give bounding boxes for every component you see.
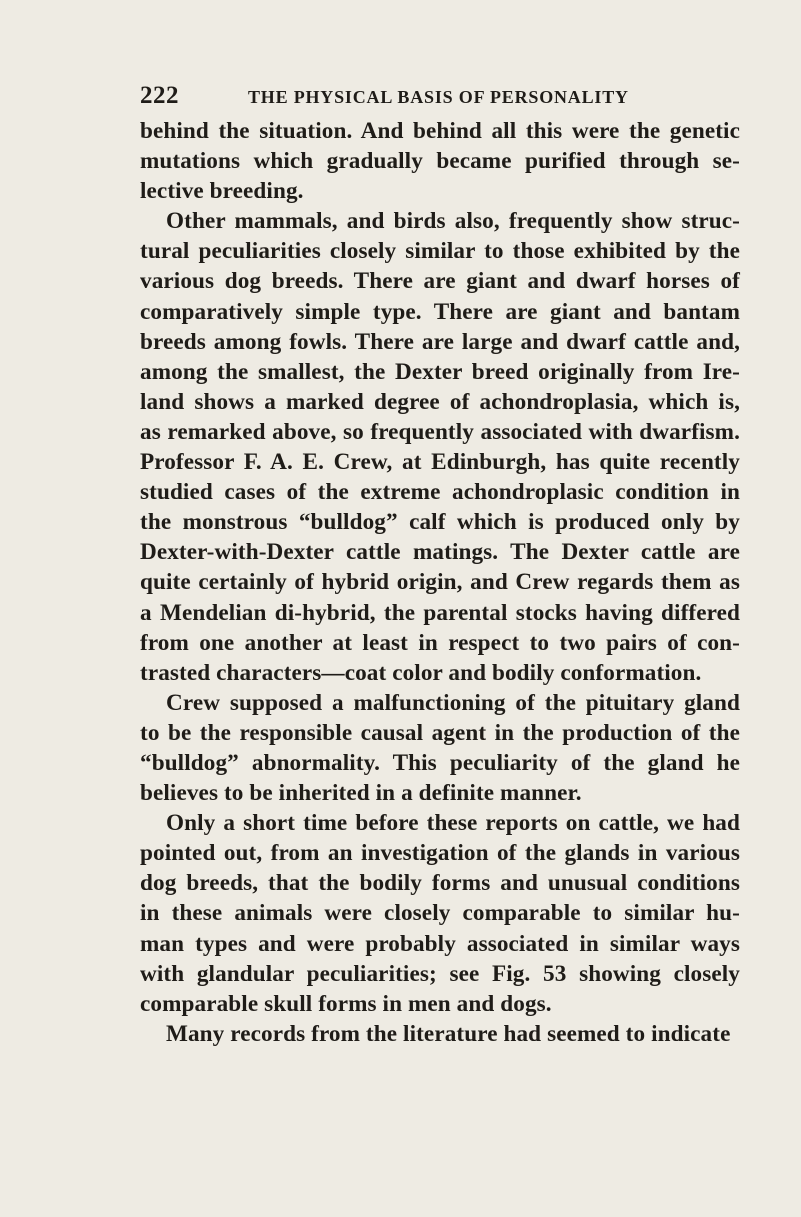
text-line: “bulldog” abnormality. This peculiarity of the gland he xyxy=(140,749,740,776)
text-line: breeds among fowls. There are large and dwarf cattle and, xyxy=(140,328,740,355)
text-line: behind the situation. And behind all this were the genetic xyxy=(140,118,740,144)
paragraph-start-line: Crew supposed a malfunctioning of the pituitary gland xyxy=(166,689,740,716)
text-line: a Mendelian di-hybrid, the parental stocks having differed xyxy=(140,599,740,626)
text-line: various dog breeds. There are giant and dwarf horses of xyxy=(140,268,740,295)
text-line: quite certainly of hybrid origin, and Crew regards them as xyxy=(140,569,740,596)
text-line: to be the responsible causal agent in the production of the xyxy=(140,719,740,746)
text-line: among the smallest, the Dexter breed originally from Ire- xyxy=(140,358,740,385)
text-line: in these animals were closely comparable to similar hu- xyxy=(140,900,740,927)
text-line: with glandular peculiarities; see Fig. 53 showing closely xyxy=(140,960,740,987)
paragraph-start-line: Other mammals, and birds also, frequently show struc- xyxy=(166,208,740,235)
text-line: Professor F. A. E. Crew, at Edinburgh, has quite recently xyxy=(140,449,740,476)
text-line: Dexter-with-Dexter cattle matings. The Dexter cattle are xyxy=(140,539,740,566)
text-line: trasted characters—coat color and bodily conformation. xyxy=(140,659,702,686)
text-line: the monstrous “bulldog” calf which is produced only by xyxy=(140,509,740,536)
text-line: studied cases of the extreme achondroplasic condition in xyxy=(140,479,740,506)
text-line: believes to be inherited in a definite manner. xyxy=(140,780,582,807)
text-line: as remarked above, so frequently associated with dwarfism. xyxy=(140,418,740,445)
text-line: from one another at least in respect to two pairs of con- xyxy=(140,629,740,656)
page-header xyxy=(140,82,660,116)
text-line: pointed out, from an investigation of the glands in various xyxy=(140,840,740,867)
text-line: mutations which gradually became purified through se- xyxy=(140,148,740,175)
text-line: comparatively simple type. There are giant and bantam xyxy=(140,298,740,325)
running-title: THE PHYSICAL BASIS OF PERSONALITY xyxy=(248,87,629,107)
text-line: tural peculiarities closely similar to those exhibited by the xyxy=(140,238,740,265)
paragraph-start-line: Only a short time before these reports on cattle, we had xyxy=(166,810,740,837)
paragraph-start-line: Many records from the literature had seemed to indicate xyxy=(166,1020,731,1047)
text-line: lective breeding. xyxy=(140,178,304,205)
text-line: man types and were probably associated in similar ways xyxy=(140,930,740,957)
body-text xyxy=(140,116,740,1049)
text-line: dog breeds, that the bodily forms and unusual conditions xyxy=(140,870,740,897)
text-line: land shows a marked degree of achondroplasia, which is, xyxy=(140,388,740,415)
text-line: comparable skull forms in men and dogs. xyxy=(140,990,552,1017)
page-number: 222 xyxy=(140,82,179,109)
